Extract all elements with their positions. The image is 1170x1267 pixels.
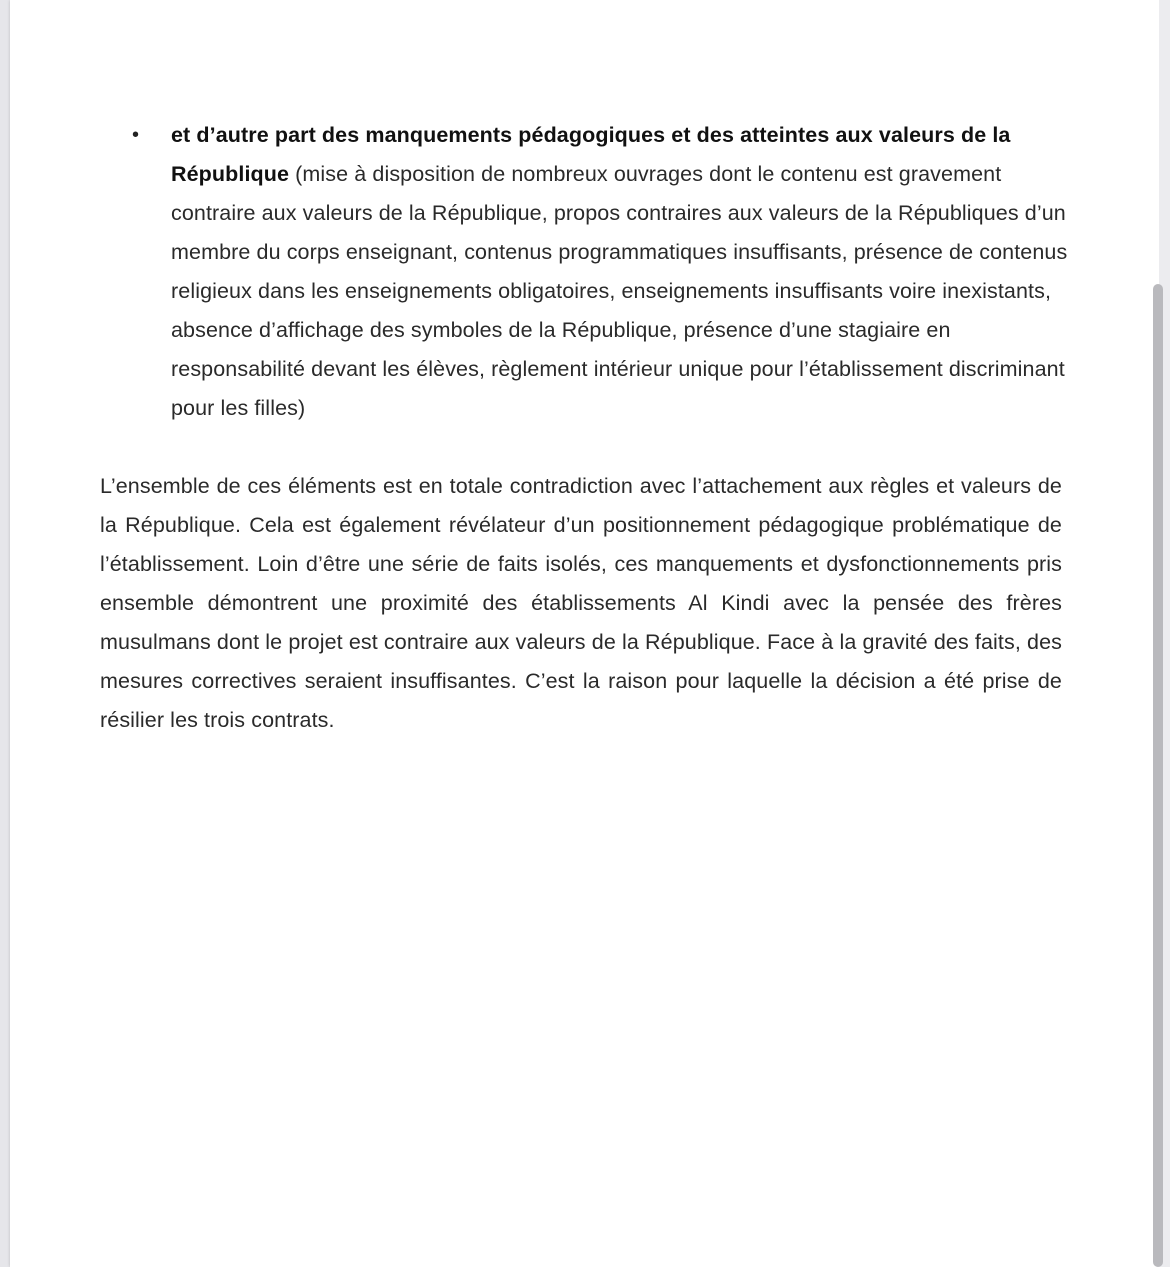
bullet-bold-text: et d’autre part des manquements pédagogiques et des atteintes aux valeurs de la République <box>171 123 1011 186</box>
bullet-normal-text: (mise à disposition de nombreux ouvrages dont le contenu est gravement contraire aux valeurs de la République, propos contraires aux valeurs de la Républiques d’un membre du corps enseignant, contenus programmatiques insuffisants, présence de contenus religieux dans les enseignements obligatoires, enseignements insuffisants voire inexistants, absence d’affichage des symboles de la République, présence d’une stagiaire en responsabilité devant les élèves, règlement intérieur unique pour l’établissement discriminant pour les filles) <box>171 162 1068 420</box>
document-page <box>10 0 1159 1267</box>
scrollbar-thumb[interactable] <box>1153 284 1163 1267</box>
bullet-text <box>171 116 1071 428</box>
bullet-marker: • <box>132 124 140 146</box>
body-paragraph: L’ensemble de ces éléments est en totale contradiction avec l’attachement aux règles et valeurs de la République. Cela est également révélateur d’un positionnement pédagogique problématique de l’établissement. Loin d’être une série de faits isolés, ces manquements et dysfonctionnements pris ensemble démontrent une proximité des établissements Al Kindi avec la pensée des frères musulmans dont le projet est contraire aux valeurs de la République. Face à la gravité des faits, des mesures correctives seraient insuffisantes. C’est la raison pour laquelle la décision a été prise de résilier les trois contrats. <box>100 474 1062 732</box>
